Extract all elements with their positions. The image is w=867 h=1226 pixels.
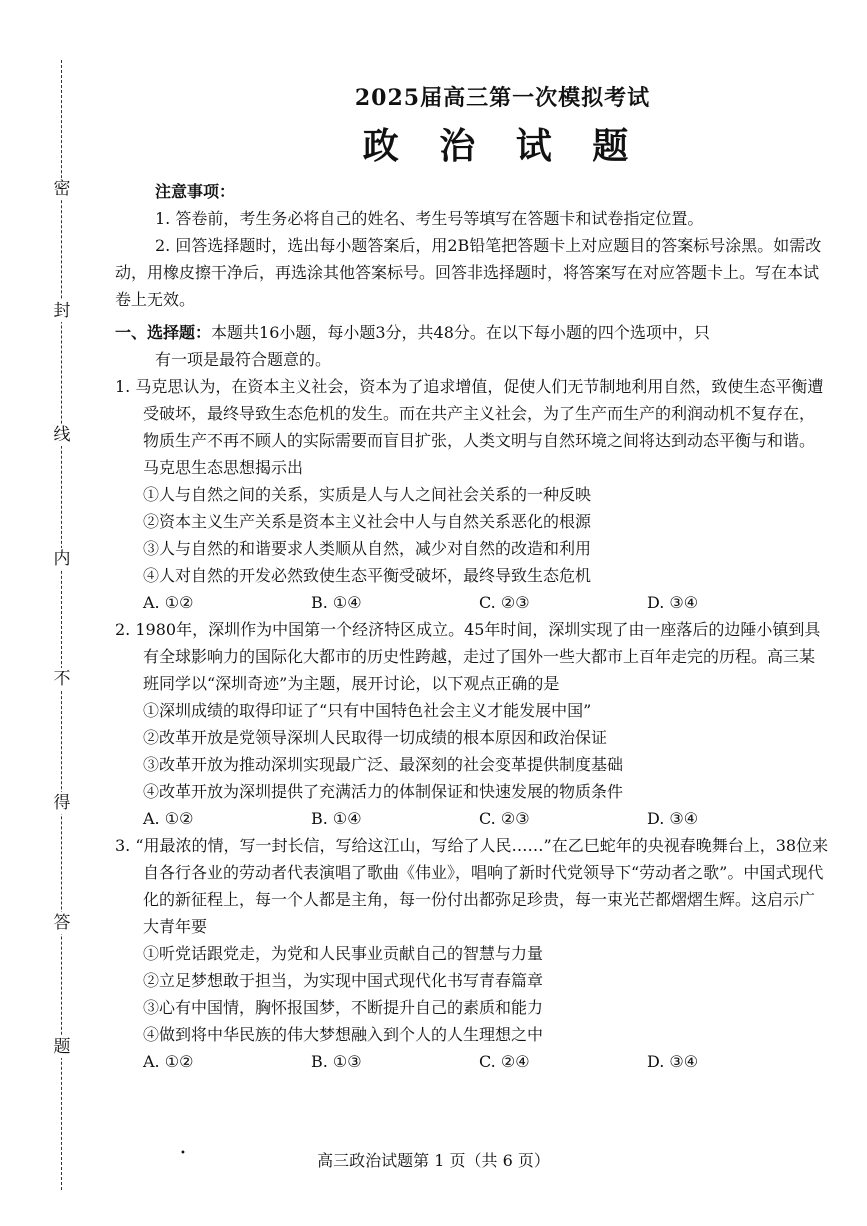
statement: ①人与自然之间的关系，实质是人与人之间社会关系的一种反映 <box>143 485 592 504</box>
answer-options <box>143 589 830 616</box>
seal-char: 不 <box>53 669 71 689</box>
seal-char: 内 <box>53 549 71 569</box>
section-text-cont: 有一项是最符合题意的。 <box>155 350 332 369</box>
option-b: B. ①④ <box>311 809 362 828</box>
answer-options <box>143 805 830 832</box>
option-b: B. ①④ <box>311 593 362 612</box>
option-a: A. ①② <box>143 1052 194 1071</box>
exam-page <box>115 85 830 1075</box>
notes-item-2: 2. 回答选择题时，选出每小题答案后，用2B铅笔把答题卡上对应题目的答案标号涂黑。如需改动，用橡皮擦干净后，再选涂其他答案标号。回答非选择题时，将答案写在对应答题卡上。写在本试卷上无效。 <box>115 236 822 309</box>
question-3 <box>115 832 830 1075</box>
option-d: D. ③④ <box>647 1052 699 1071</box>
subject-title: 政 治 试 题 <box>362 125 643 167</box>
question-stem: 1. 马克思认为，在资本主义社会，资本为了追求增值，促使人们无节制地利用自然，致使生态平衡遭受破坏，最终导致生态危机的发生。而在共产主义社会，为了生产而生产的利润动机不复存在，物质生产不再不顾人的实际需要而盲目扩张，人类文明与自然环境之间将达到动态平衡与和谐。马克思生态思想揭示出 <box>115 377 824 477</box>
seal-char: 封 <box>53 301 71 321</box>
option-a: A. ①② <box>143 593 194 612</box>
question-stem: 2. 1980年，深圳作为中国第一个经济特区成立。45年时间，深圳实现了由一座落后的边陲小镇到具有全球影响力的国际化大都市的历史性跨越，走过了国外一些大都市上百年走完的历程。高三某班同学以“深圳奇迹”为主题，展开讨论，以下观点正确的是 <box>115 620 821 693</box>
seal-char: 答 <box>53 913 71 933</box>
statement: ③人与自然的和谐要求人类顺从自然，减少对自然的改造和利用 <box>143 539 592 558</box>
section-heading <box>115 319 830 346</box>
option-a: A. ①② <box>143 809 194 828</box>
option-c: C. ②③ <box>479 593 530 612</box>
section-lead: 一、选择题： <box>115 323 212 342</box>
question-stem: 3. “用最浓的情，写一封长信，写给这江山，写给了人民……”在乙巳蛇年的央视春晚舞台上，38位来自各行各业的劳动者代表演唱了歌曲《伟业》，唱响了新时代党领导下“劳动者之歌”。中国式现代化的新征程上，每一个人都是主角，每一份付出都弥足珍贵，每一束光芒都熠熠生辉。这启示广大青年要 <box>115 836 829 936</box>
statement: ②立足梦想敢于担当，为实现中国式现代化书写青春篇章 <box>143 971 544 990</box>
seal-dashed-line <box>61 60 62 1190</box>
statement: ④做到将中华民族的伟大梦想融入到个人的人生理想之中 <box>143 1025 544 1044</box>
statement: ④改革开放为深圳提供了充满活力的体制保证和快速发展的物质条件 <box>143 782 624 801</box>
option-b: B. ①③ <box>311 1052 362 1071</box>
seal-char: 得 <box>53 793 71 813</box>
statement: ①深圳成绩的取得印证了“只有中国特色社会主义才能发展中国” <box>143 701 592 720</box>
statement: ②改革开放是党领导深圳人民取得一切成绩的根本原因和政治保证 <box>143 728 608 747</box>
exam-title: 2025届高三第一次模拟考试 <box>354 85 651 111</box>
seal-char: 密 <box>53 179 71 199</box>
option-d: D. ③④ <box>647 593 699 612</box>
section-text: 本题共16小题，每小题3分，共48分。在以下每小题的四个选项中，只 <box>211 323 710 342</box>
statement: ④人对自然的开发必然致使生态平衡受破坏，最终导致生态危机 <box>143 566 592 585</box>
answer-options <box>143 1048 830 1075</box>
statement: ②资本主义生产关系是资本主义社会中人与自然关系恶化的根源 <box>143 512 592 531</box>
notes-heading: 注意事项： <box>155 182 236 201</box>
statement: ①听党话跟党走，为党和人民事业贡献自己的智慧与力量 <box>143 944 544 963</box>
option-c: C. ②④ <box>479 1052 530 1071</box>
stray-dot: • <box>180 1148 186 1159</box>
option-c: C. ②③ <box>479 809 530 828</box>
statement: ③心有中国情，胸怀报国梦，不断提升自己的素质和能力 <box>143 998 544 1017</box>
question-2 <box>115 616 830 832</box>
question-1 <box>115 373 830 616</box>
page-footer: 高三政治试题第 1 页（共 6 页） <box>317 1151 550 1170</box>
seal-char: 线 <box>53 425 71 445</box>
statement: ③改革开放为推动深圳实现最广泛、最深刻的社会变革提供制度基础 <box>143 755 624 774</box>
notes-item-1: 1. 答卷前，考生务必将自己的姓名、考生号等填写在答题卡和试卷指定位置。 <box>155 209 704 228</box>
option-d: D. ③④ <box>647 809 699 828</box>
seal-char: 题 <box>53 1037 71 1057</box>
